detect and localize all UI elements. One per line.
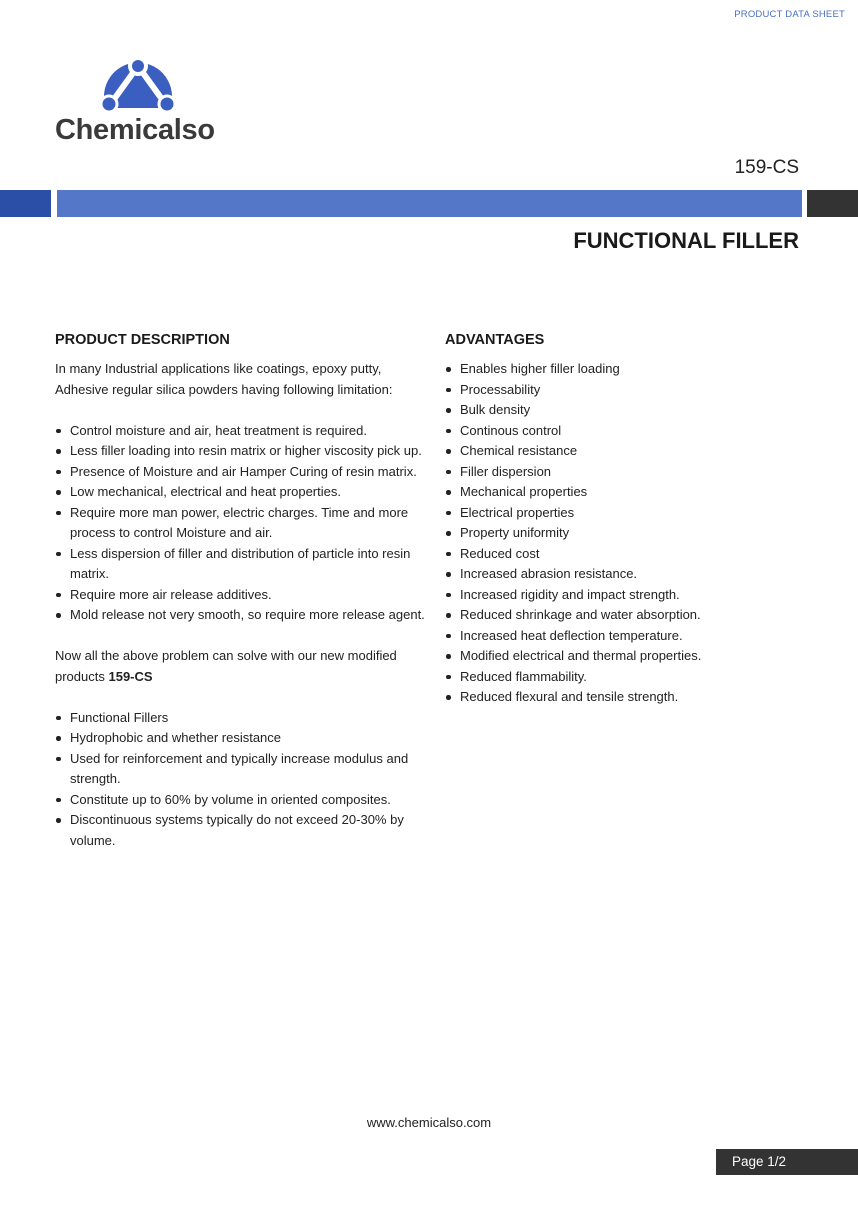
list-item: Continous control (445, 421, 805, 442)
solution-text: Now all the above problem can solve with our new modified products (55, 648, 397, 684)
list-item: Used for reinforcement and typically increase modulus and strength. (55, 749, 425, 790)
list-item: Less filler loading into resin matrix or higher viscosity pick up. (55, 441, 425, 462)
header-bar-left (0, 190, 51, 217)
website-link[interactable]: www.chemicalso.com (366, 1115, 492, 1130)
list-item: Control moisture and air, heat treatment is required. (55, 421, 425, 442)
header-bar-right (807, 190, 858, 217)
solution-product-code: 159-CS (108, 668, 153, 684)
header-bar-main (57, 190, 802, 217)
advantages-heading: ADVANTAGES (445, 332, 545, 348)
list-item: Chemical resistance (445, 441, 805, 462)
list-item: Reduced flexural and tensile strength. (445, 687, 805, 708)
list-item: Discontinuous systems typically do not exceed 20-30% by volume. (55, 810, 425, 851)
list-item: Reduced flammability. (445, 667, 805, 688)
list-item: Modified electrical and thermal properties. (445, 646, 805, 667)
advantages-section (445, 330, 805, 708)
limitations-list (55, 421, 425, 626)
molecule-logo-icon (98, 42, 178, 114)
list-item: Increased abrasion resistance. (445, 564, 805, 585)
page-number: Page 1/2 (716, 1149, 858, 1175)
list-item: Bulk density (445, 400, 805, 421)
list-item: Require more man power, electric charges. Time and more process to control Moisture and air. (55, 503, 425, 544)
list-item: Increased heat deflection temperature. (445, 626, 805, 647)
product-code: 159-CS (734, 157, 799, 178)
list-item: Mold release not very smooth, so require more release agent. (55, 605, 425, 626)
list-item: Reduced cost (445, 544, 805, 565)
description-intro: In many Industrial applications like coatings, epoxy putty, Adhesive regular silica powders having following limitation: (55, 361, 393, 397)
list-item: Hydrophobic and whether resistance (55, 728, 425, 749)
document-type-label: PRODUCT DATA SHEET (734, 9, 845, 20)
product-title: FUNCTIONAL FILLER (573, 228, 799, 253)
list-item: Constitute up to 60% by volume in oriented composites. (55, 790, 425, 811)
list-item: Presence of Moisture and air Hamper Curing of resin matrix. (55, 462, 425, 483)
list-item: Require more air release additives. (55, 585, 425, 606)
list-item: Less dispersion of filler and distribution of particle into resin matrix. (55, 544, 425, 585)
list-item: Increased rigidity and impact strength. (445, 585, 805, 606)
list-item: Low mechanical, electrical and heat properties. (55, 482, 425, 503)
list-item: Property uniformity (445, 523, 805, 544)
list-item: Processability (445, 380, 805, 401)
solution-paragraph (55, 646, 425, 687)
list-item: Electrical properties (445, 503, 805, 524)
features-list (55, 708, 425, 852)
advantages-list (445, 359, 805, 708)
product-description-section (55, 330, 425, 851)
list-item: Enables higher filler loading (445, 359, 805, 380)
brand-name: Chemicalso (55, 114, 215, 146)
list-item: Filler dispersion (445, 462, 805, 483)
company-logo (55, 42, 235, 152)
list-item: Mechanical properties (445, 482, 805, 503)
list-item: Functional Fillers (55, 708, 425, 729)
list-item: Reduced shrinkage and water absorption. (445, 605, 805, 626)
description-heading: PRODUCT DESCRIPTION (55, 332, 230, 348)
